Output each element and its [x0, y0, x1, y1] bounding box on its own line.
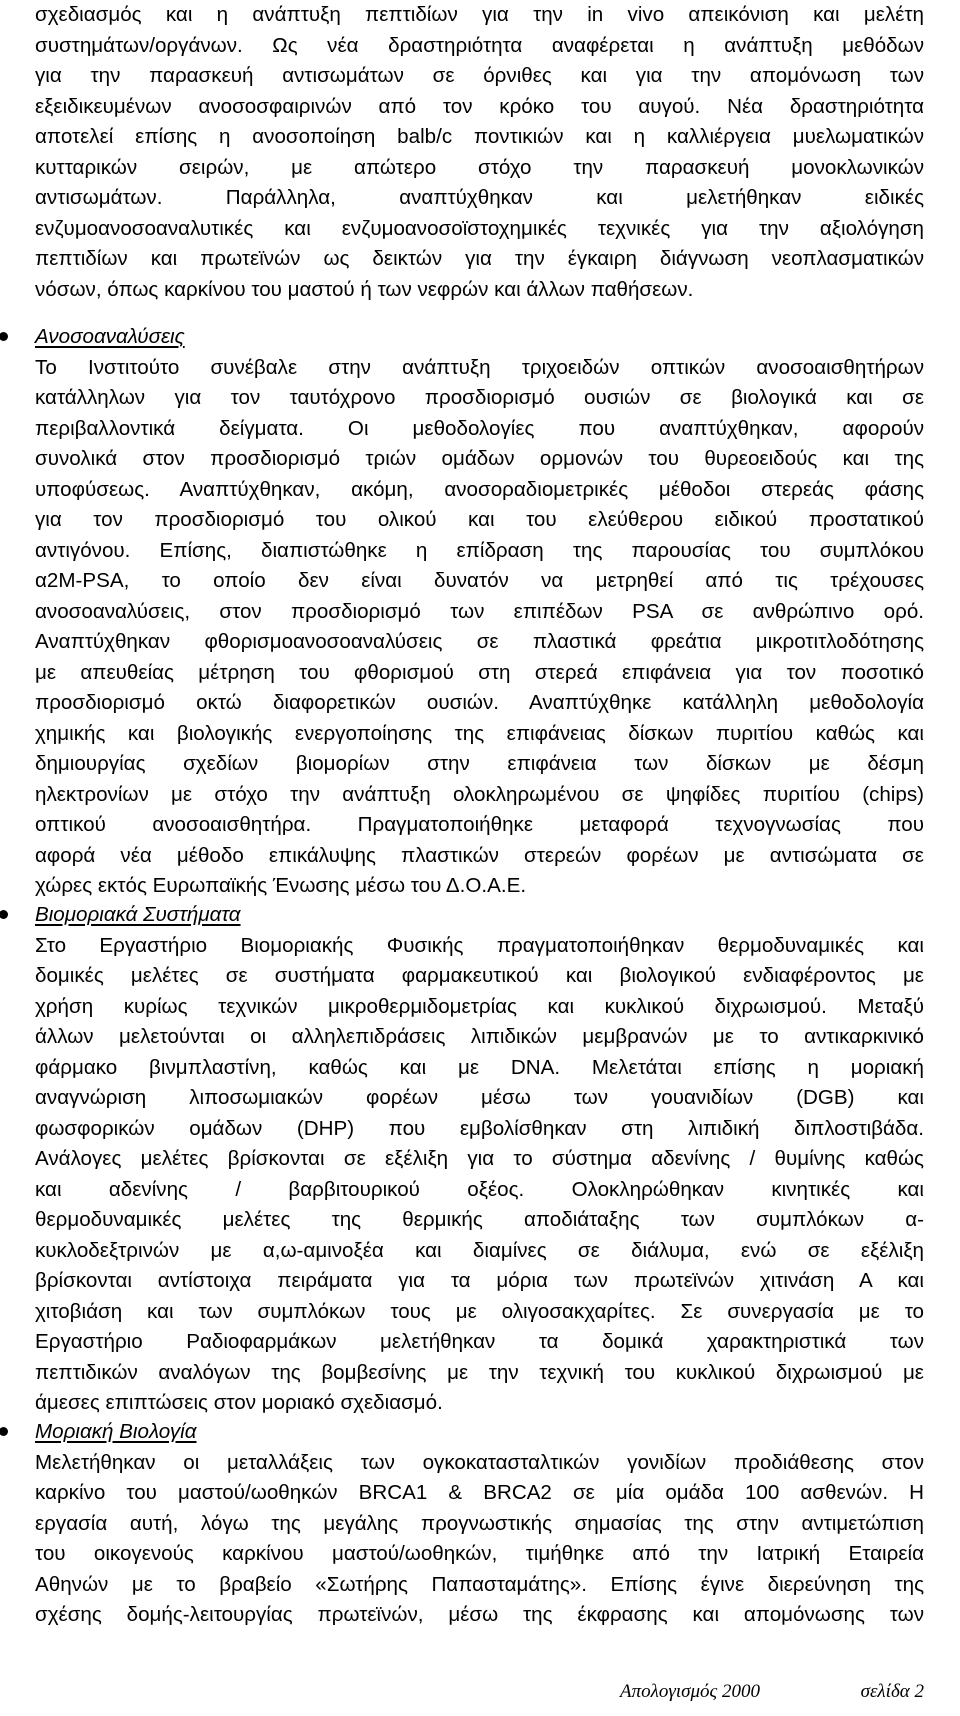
text-line: Ανάλογες μελέτες βρίσκονται σε εξέλιξη για το σύστημα αδενίνης / θυμίνης καθώς: [35, 1147, 924, 1170]
bullet-icon: [0, 332, 8, 341]
bullet-icon: [0, 910, 8, 919]
text-line: Το Ινστιτούτο συνέβαλε στην ανάπτυξη τριχοειδών οπτικών ανοσοαισθητήρων: [35, 355, 924, 379]
text-line: ενζυμοανοσοαναλυτικές και ενζυμοανοσοϊστοχημικές τεχνικές για την αξιολόγηση: [35, 216, 924, 240]
section-title: Βιομοριακά Συστήματα: [35, 903, 241, 926]
bullet-icon: [0, 1427, 8, 1436]
text-line: οπτικού ανοσοαισθητήρα. Πραγματοποιήθηκε μεταφορά τεχνογνωσίας που: [35, 813, 924, 836]
text-line: βρίσκονται αντίστοιχα πειράματα για τα μόρια των πρωτεϊνών χιτινάση Α και: [35, 1269, 924, 1292]
text-line: χιτοβιάση και των συμπλόκων τους με ολιγοσακχαρίτες. Σε συνεργασία με το: [35, 1299, 924, 1323]
text-line: Εργαστήριο Ραδιοφαρμάκων μελετήθηκαν τα δομικά χαρακτηριστικά των: [35, 1330, 924, 1353]
text-line: δομικές μελέτες σε συστήματα φαρμακευτικού και βιολογικού ενδιαφέροντος με: [35, 964, 924, 987]
page-number: σελίδα 2: [860, 1681, 924, 1702]
section-body: [35, 931, 924, 1419]
section-body: [35, 1448, 924, 1631]
text-line: α2M-PSA, το οποίο δεν είναι δυνατόν να μετρηθεί από τις τρέχουσες: [35, 569, 924, 592]
text-line: εξειδικευμένων ανοσοσφαιρινών από τον κρόκο του αυγού. Νέα δραστηριότητα: [35, 94, 924, 118]
section-title: Ανοσοαναλύσεις: [35, 325, 185, 348]
text-line: χημικής και βιολογικής ενεργοποίησης της επιφάνειας δίσκων πυριτίου καθώς και: [35, 721, 924, 745]
text-line: ηλεκτρονίων με στόχο την ανάπτυξη ολοκληρωμένου σε ψηφίδες πυριτίου (chips): [35, 782, 924, 806]
text-line: Μελετήθηκαν οι μεταλλάξεις των ογκοκατασταλτικών γονιδίων προδιάθεσης στον: [35, 1450, 924, 1474]
text-line: ανοσοαναλύσεις, στον προσδιορισμό των επιπέδων PSA σε ανθρώπινο ορό.: [35, 599, 924, 623]
section-title: Μοριακή Βιολογία: [35, 1420, 197, 1443]
section-molecular-biology: [35, 1417, 924, 1631]
text-line: με απευθείας μέτρηση του φθορισμού στη στερεά επιφάνεια για τον ποσοτικό: [35, 660, 924, 684]
text-line: προσδιορισμό οκτώ διαφορετικών ουσιών. Αναπτύχθηκε κατάλληλη μεθοδολογία: [35, 691, 924, 714]
text-line: υποφύσεως. Αναπτύχθηκαν, ακόμη, ανοσοραδιομετρικές μέθοδοι στερεάς φάσης: [35, 477, 924, 501]
text-line: κυτταρικών σειρών, με απώτερο στόχο την παρασκευή μονοκλωνικών: [35, 155, 924, 179]
text-line: Στο Εργαστήριο Βιομοριακής Φυσικής πραγματοποιήθηκαν θερμοδυναμικές και: [35, 933, 924, 957]
text-line: χώρες εκτός Ευρωπαϊκής Ένωσης μέσω του Δ.Ο.Α.Ε.: [35, 874, 527, 897]
section-immunoassays: [35, 322, 924, 902]
text-line: για την παρασκευή αντισωμάτων σε όρνιθες και για την απομόνωση των: [35, 64, 924, 87]
text-line: Αναπτύχθηκαν φθορισμοανοσοαναλύσεις σε πλαστικά φρεάτια μικροτιτλοδότησης: [35, 630, 924, 653]
text-line: θερμοδυναμικές μελέτες της θερμικής αποδιάταξης των συμπλόκων α-: [35, 1208, 924, 1231]
text-line: περιβαλλοντικά δείγματα. Οι μεθοδολογίες που αναπτύχθηκαν, αφορούν: [35, 416, 924, 440]
text-line: συστημάτων/οργάνων. Ως νέα δραστηριότητα αναφέρεται η ανάπτυξη μεθόδων: [35, 33, 924, 57]
text-line: κατάλληλων για τον ταυτόχρονο προσδιορισμό ουσιών σε βιολογικά και σε: [35, 386, 924, 409]
text-line: αντιγόνου. Επίσης, διαπιστώθηκε η επίδραση της παρουσίας του συμπλόκου: [35, 538, 924, 562]
report-title: Απολογισμός 2000: [620, 1681, 760, 1702]
text-line: αναγνώριση λιποσωμιακών φορέων μέσω των γουανιδίων (DGB) και: [35, 1086, 924, 1109]
section-biomolecular-systems: [35, 900, 924, 1419]
text-line: και αδενίνης / βαρβιτουρικού οξέος. Ολοκληρώθηκαν κινητικές και: [35, 1177, 924, 1201]
text-line: άμεσες επιπτώσεις στον μοριακό σχεδιασμό.: [35, 1391, 443, 1414]
text-line: κυκλοδεξτρινών με α,ω-αμινοξέα και διαμίνες σε διάλυμα, ενώ σε εξέλιξη: [35, 1238, 924, 1262]
page-footer: [620, 1680, 924, 1704]
text-line: για τον προσδιορισμό του ολικού και του ελεύθερου ειδικού προστατικού: [35, 508, 924, 531]
text-line: Αθηνών με το βραβείο «Σωτήρης Παπασταμάτης». Επίσης έγινε διερεύνηση της: [35, 1572, 924, 1596]
text-line: εργασία αυτή, λόγω της μεγάλης προγνωστικής σημασίας της στην αντιμετώπιση: [35, 1511, 924, 1535]
text-line: άλλων μελετούνται οι αλληλεπιδράσεις λιπιδικών μεμβρανών με το αντικαρκινικό: [35, 1025, 924, 1048]
text-line: αφορά νέα μέθοδο επικάλυψης πλαστικών στερεών φορέων με αντισώματα σε: [35, 843, 924, 867]
intro-paragraph: [35, 0, 924, 305]
text-line: πεπτιδίων και πρωτεϊνών ως δεικτών για την έγκαιρη διάγνωση νεοπλασματικών: [35, 247, 924, 270]
text-line: σχεδιασμός και η ανάπτυξη πεπτιδίων για την in vivo απεικόνιση και μελέτη: [35, 3, 924, 26]
text-line: φωσφορικών ομάδων (DHP) που εμβολίσθηκαν στη λιπιδική διπλοστιβάδα.: [35, 1116, 924, 1140]
text-line: φάρμακο βινμπλαστίνη, καθώς και με DNA. Μελετάται επίσης η μοριακή: [35, 1055, 924, 1079]
text-line: καρκίνο του μαστού/ωοθηκών BRCA1 & BRCA2 σε μία ομάδα 100 ασθενών. Η: [35, 1481, 924, 1504]
text-line: χρήση κυρίως τεχνικών μικροθερμιδομετρίας και κυκλικού διχρωισμού. Μεταξύ: [35, 994, 924, 1018]
text-line: αντισωμάτων. Παράλληλα, αναπτύχθηκαν και μελετήθηκαν ειδικές: [35, 186, 924, 209]
text-line: αποτελεί επίσης η ανοσοποίηση balb/c ποντικιών και η καλλιέργεια μυελωματικών: [35, 125, 924, 148]
text-line: πεπτιδικών αναλόγων της βομβεσίνης με την τεχνική του κυκλικού διχρωισμού με: [35, 1360, 924, 1384]
text-line: δημιουργίας σχεδίων βιομορίων στην επιφάνεια των δίσκων με δέσμη: [35, 752, 924, 775]
text-line: του οικογενούς καρκίνου μαστού/ωοθηκών, τιμήθηκε από την Ιατρική Εταιρεία: [35, 1542, 924, 1565]
text-line: σχέσης δομής-λειτουργίας πρωτεϊνών, μέσω της έκφρασης και απομόνωσης των: [35, 1603, 924, 1626]
text-line: νόσων, όπως καρκίνου του μαστού ή των νεφρών και άλλων παθήσεων.: [35, 277, 694, 301]
text-line: συνολικά στον προσδιορισμό τριών ομάδων ορμονών του θυρεοειδούς και της: [35, 447, 924, 470]
section-body: [35, 353, 924, 902]
